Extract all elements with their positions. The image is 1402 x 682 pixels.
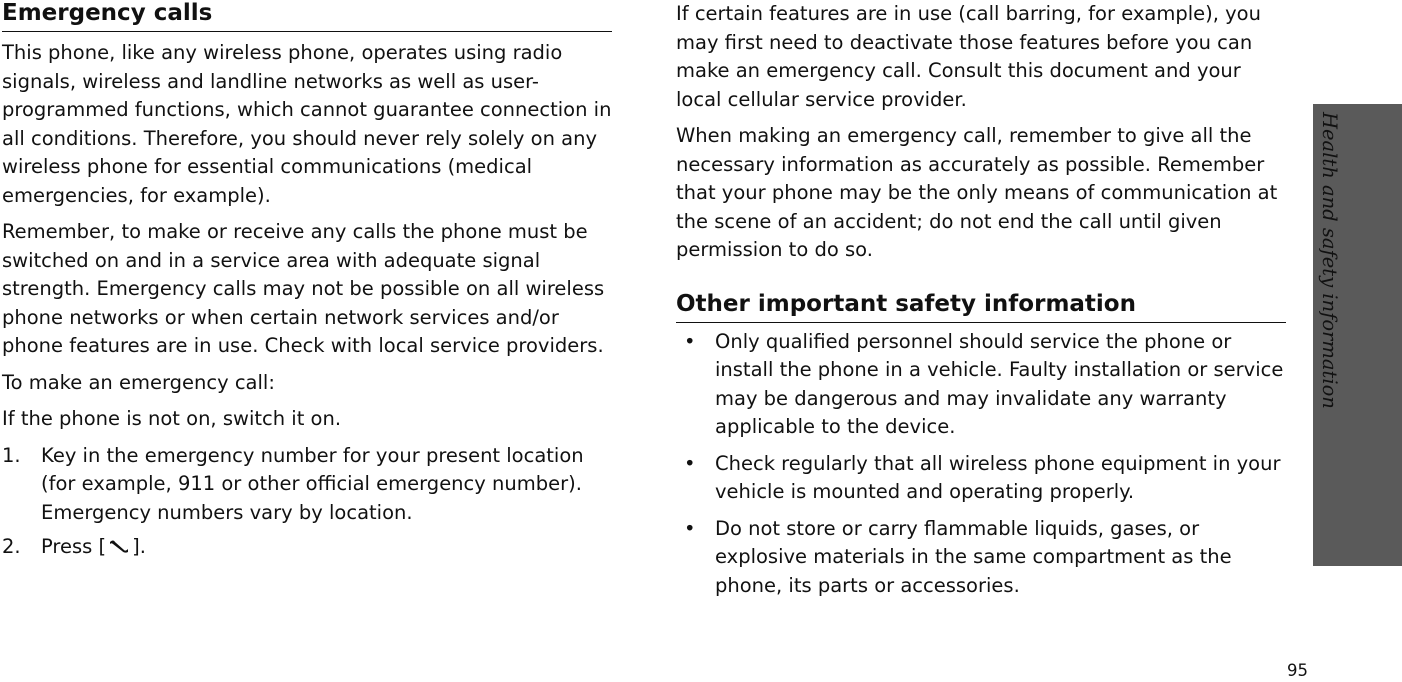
bullet: • [684, 516, 696, 540]
emergency-steps-list [2, 442, 612, 562]
left-column [2, 0, 612, 562]
bullet: • [684, 451, 696, 475]
list-item [676, 515, 1286, 601]
step-number: 2. [2, 535, 21, 558]
list-item [676, 450, 1286, 507]
paragraph: This phone, like any wireless phone, operates using radio signals, wireless and landline networks as well as user-programmed functions, which cannot guarantee connection in all conditions. Therefore, you should never rely solely on any wireless phone for essential communications (medical emergencies, for example). [2, 41, 612, 207]
other-safety-heading: Other important safety information [676, 291, 1286, 323]
safety-bullet-list [676, 328, 1286, 601]
paragraph: If the phone is not on, switch it on. [2, 407, 342, 430]
paragraph: Remember, to make or receive any calls the phone must be switched on and in a service area with adequate signal strength. Emergency calls may not be possible on all wireless phone networks or when certain network services and/or phone features are in use. Check with local service providers. [2, 220, 605, 357]
step-text-after: ]. [132, 535, 146, 558]
page-number: 95 [1287, 661, 1308, 680]
step-text: Key in the emergency number for your present location (for example, 911 or other official emergency number). Emergency numbers vary by location. [41, 443, 584, 524]
section-tab-label: Health and safety information [1318, 112, 1341, 409]
emergency-calls-heading: Emergency calls [2, 0, 612, 32]
paragraph: To make an emergency call: [2, 370, 275, 394]
bullet-text: Do not store or carry flammable liquids, gases, or explosive materials in the same compartment as the phone, its parts or accessories. [715, 516, 1232, 597]
step-number: 1. [2, 443, 21, 467]
paragraph: If certain features are in use (call barring, for example), you may first need to deactivate those features before you can make an emergency call. Consult this document and your local cellular service provider. [676, 2, 1261, 111]
list-item [2, 533, 612, 562]
bullet: • [684, 329, 696, 353]
list-item [676, 328, 1286, 442]
paragraph: When making an emergency call, remember to give all the necessary information as accurately as possible. Remember that your phone may be the only means of communication at the scene of an accident; do not end the call until given permission to do so. [676, 124, 1278, 261]
send-call-key-icon [108, 534, 130, 550]
bullet-text: Only qualified personnel should service the phone or install the phone in a vehicle. Faulty installation or service may be dangerous and may invalidate any warranty applicable to the device. [715, 329, 1284, 438]
step-text-before: Press [ [41, 535, 107, 558]
bullet-text: Check regularly that all wireless phone equipment in your vehicle is mounted and operating properly. [715, 451, 1281, 503]
right-column [676, 0, 1286, 600]
list-item [2, 442, 612, 528]
